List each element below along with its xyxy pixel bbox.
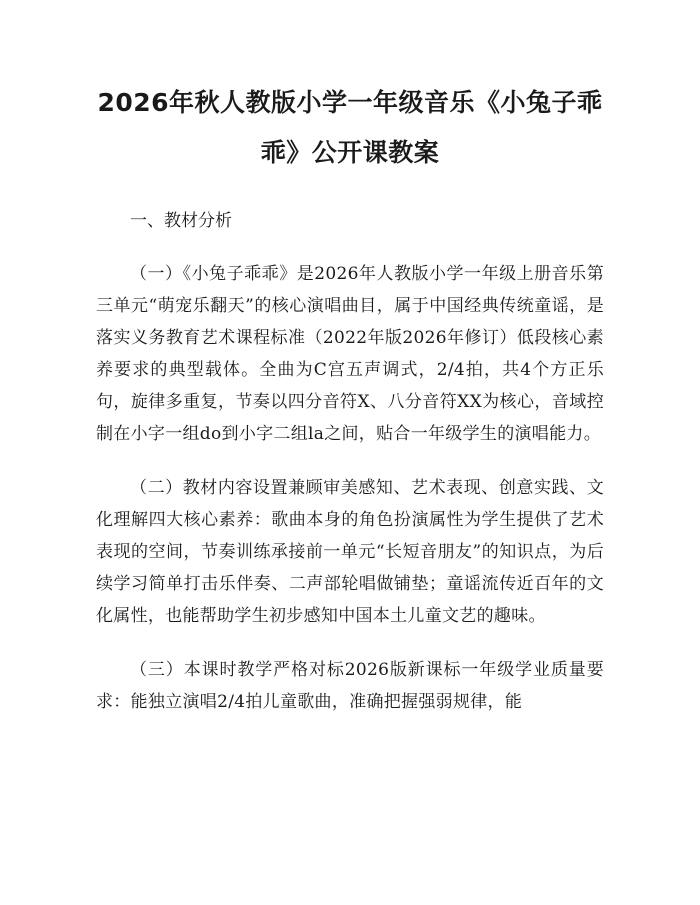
paragraph-2: （二）教材内容设置兼顾审美感知、艺术表现、创意实践、文化理解四大核心素养：歌曲本身的角色扮演属性为学生提供了艺术表现的空间，节奏训练承接前一单元“长短音朋友”的知识点，为后续学习简单打击乐伴奏、二声部轮唱做铺垫；童谣流传近百年的文化属性，也能帮助学生初步感知中国本土儿童文艺的趣味。 (96, 478, 604, 626)
document-title: 2026年秋人教版小学一年级音乐《小兔子乖乖》公开课教案 (97, 88, 603, 167)
paragraph-3: （三）本课时教学严格对标2026版新课标一年级学业质量要求：能独立演唱2/4拍儿童歌曲，准确把握强弱规律，能 (96, 660, 604, 712)
paragraph-1: （一）《小兔子乖乖》是2026年人教版小学一年级上册音乐第三单元“萌宠乐翻天”的核心演唱曲目，属于中国经典传统童谣，是落实义务教育艺术课程标准（2022年版2026年修订）低段核心素养要求的典型载体。全曲为C宫五声调式，2/4拍，共4个方正乐句，旋律多重复，节奏以四分音符X、八分音符XX为核心，音域控制在小字一组do到小字二组la之间，贴合一年级学生的演唱能力。 (96, 264, 604, 444)
section-heading: 一、教材分析 (130, 211, 232, 231)
